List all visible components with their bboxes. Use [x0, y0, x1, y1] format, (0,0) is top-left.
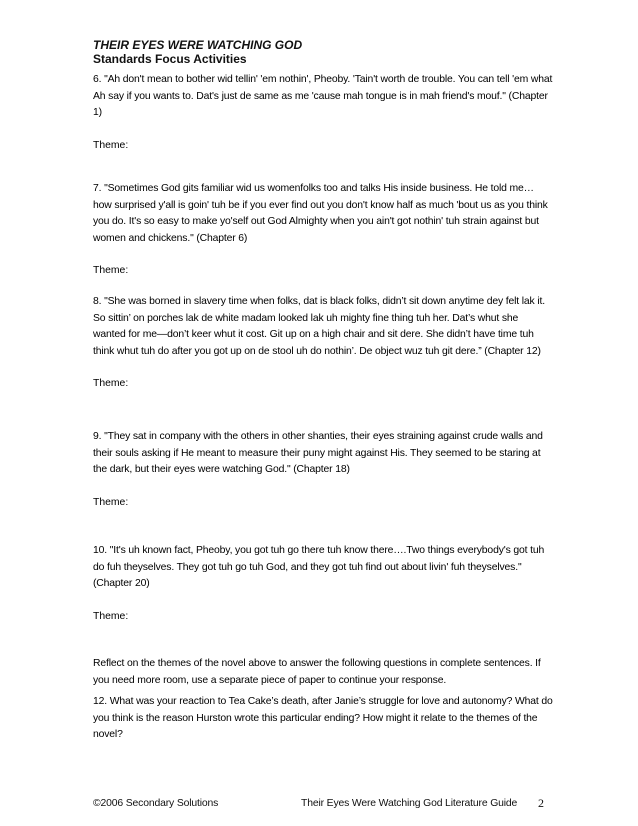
footer-copyright: ©2006 Secondary Solutions: [93, 798, 219, 809]
quote-item-9: [93, 429, 553, 511]
quote-item-6: [93, 72, 553, 154]
quote-text: 6. "Ah don't mean to bother wid tellin' 'em nothin', Pheoby. 'Tain't worth de trouble. You can tell 'em what Ah say if you wants to. Dat's just de same as me 'cause mah tongue is in mah friend's mouf." (Chapter 1): [93, 74, 553, 119]
question-12: 12. What was your reaction to Tea Cake’s death, after Janie’s struggle for love and autonomy? What do you think is the reason Hurston wrote this particular ending? How might it relate to the themes of the novel?: [93, 696, 553, 741]
theme-label: Theme:: [93, 378, 129, 390]
theme-label: Theme:: [93, 265, 129, 277]
quote-text: 8. "She was borned in slavery time when folks, dat is black folks, didn’t sit down anytime dey felt lak it. So sittin’ on porches lak de white madam looked lak uh mighty fine thing tuh her. Dat’s whut she wanted for me—don’t keer whut it cost. Git up on a high chair and sit dere. She didn’t have time tuh think whut tuh do after you got up on de stool uh do nothin’. De object wuz tuh git dere.” (Chapter 12): [93, 296, 545, 357]
theme-label: Theme:: [93, 496, 129, 508]
page-number: 2: [538, 796, 544, 810]
quote-item-7: [93, 181, 553, 280]
document-title: THEIR EYES WERE WATCHING GOD: [93, 38, 303, 52]
theme-label: Theme:: [93, 610, 129, 622]
reflection-section: [93, 656, 553, 744]
quote-item-8: [93, 294, 553, 393]
reflection-instructions: Reflect on the themes of the novel above to answer the following questions in complete sentences. If you need more room, use a separate piece of paper to continue your response.: [93, 658, 541, 686]
quote-text: 10. "It's uh known fact, Pheoby, you got tuh go there tuh know there….Two things everybody's got tuh do fuh theyselves. They got tuh go tuh God, and they got tuh find out about livin' fuh theyselves." (Chapter 20): [93, 545, 545, 590]
document-subtitle: Standards Focus Activities: [93, 52, 247, 66]
footer-guide-title: Their Eyes Were Watching God Literature Guide: [301, 798, 518, 809]
theme-label: Theme:: [93, 139, 129, 151]
quote-item-10: [93, 543, 553, 625]
quote-text: 9. "They sat in company with the others in other shanties, their eyes straining against crude walls and their souls asking if He meant to measure their puny might against His. They seemed to be staring at the dark, but their eyes were watching God." (Chapter 18): [93, 431, 543, 476]
quote-text: 7. "Sometimes God gits familiar wid us womenfolks too and talks His inside business. He told me… how surprised y'all is goin' tuh be if you ever find out you don't know half as much 'bout us as you think you do. It's so easy to make yo'self out God Almighty when you ain't got nothin' tuh strain against but women and chickens." (Chapter 6): [93, 183, 548, 244]
